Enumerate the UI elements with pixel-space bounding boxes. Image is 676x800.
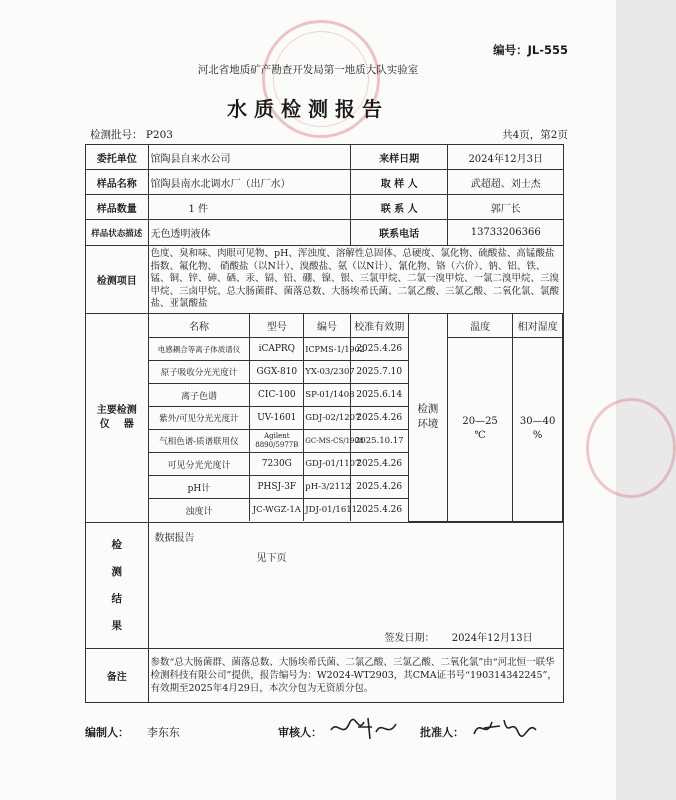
remarks-label: 备注 [86,648,149,702]
temp-value [447,338,512,522]
contact-value: 郭厂长 [448,195,564,220]
instrument-model: Agilent 8890/5977B [250,430,304,453]
humidity-value [513,338,563,522]
instrument-number: pH-3/2112 [304,476,350,499]
instrument-model: iCAPRQ [250,338,304,361]
instrument-number: GDJ-02/1207 [304,407,350,430]
instrument-valid: 2025.4.26 [350,453,408,476]
result-label-char: 检 [111,539,122,551]
issue-date-label: 签发日期： [384,632,435,644]
report-title: 水质检测报告 [227,97,389,121]
instruments-cell [148,314,563,523]
col-header-humidity: 相对湿度 [513,314,563,338]
items-label: 检测项目 [86,246,149,314]
reviewer-label: 审核人： [278,726,322,739]
instrument-valid: 2025.4.26 [350,407,408,430]
instrument-number: GDJ-01/1107 [304,453,350,476]
contact-label: 联 系 人 [350,195,447,220]
instrument-name: pH计 [149,476,250,499]
date-label: 来样日期 [350,145,447,170]
instruments-label-line2: 仪 器 [99,418,134,430]
client-value: 馆陶县自来水公司 [148,145,350,170]
client-label: 委托单位 [86,145,149,170]
sample-value: 馆陶县南水北调水厂（出厂水） [148,170,350,195]
humidity-range: 30—40 [519,416,556,428]
instrument-name: 紫外/可见分光光度计 [149,407,250,430]
instrument-model: CIC-100 [250,384,304,407]
sampler-value: 武超超、刘士杰 [448,170,564,195]
temp-range: 20—25 [462,416,498,428]
approver [420,724,464,740]
result-cell [148,522,563,648]
instrument-valid: 2025.6.14 [350,384,408,407]
approver-signature [470,712,542,742]
env-label-line2: 环境 [417,418,439,431]
instrument-model: PHSJ-3F [250,476,304,499]
result-label [86,522,149,648]
instrument-number: ICPMS-1/1902 [304,338,350,361]
instrument-number: JDJ-01/1611 [304,499,350,522]
instrument-name: 离子色谱 [149,384,250,407]
items-value: 色度、臭和味、肉眼可见物、pH、浑浊度、溶解性总固体、总硬度、氯化物、硫酸盐、高锰酸盐指数、氟化物、 硝酸盐（以N计）、溴酸盐、氨（以N计）、氰化物、铬（六价）、钠、铝、铁、锰、铜、锌、砷、硒、汞、镉、铅、硼、镍、银、三氯甲烷、二氯一溴甲烷、一氯二溴甲烷、三溴甲烷、三卤甲烷、总大肠菌群、菌落总数、大肠埃希氏菌、二氯乙酸、三氯乙酸、二氧化氯、氯酸盐、亚氯酸盐 [148,246,563,314]
issue-date-value: 2024年12月13日 [451,632,533,644]
batch-number: 检测批号： P203 [90,129,173,141]
instrument-valid: 2025.4.26 [350,499,408,522]
remarks-text: 参数“总大肠菌群、菌落总数、大肠埃希氏菌、二氯乙酸、三氯乙酸、二氧化氯”由“河北恒一联华检测科技有限公司”提供，报告编号为：W2024-WT2903，其CMA证书号“190314342245”，有效期至2025年4月29日，本次分包为无资质分包。 [148,648,563,702]
instrument-name: 气相色谱-质谱联用仪 [149,430,250,453]
compiler-label: 编制人： [85,726,129,739]
instrument-name: 浊度计 [149,499,250,522]
humidity-unit: % [532,430,543,442]
col-header-temp: 温度 [447,314,512,338]
instrument-valid: 2025.4.26 [350,476,408,499]
edge-seal-stamp [586,398,676,498]
date-value: 2024年12月3日 [448,145,564,170]
sampler-label: 取 样 人 [350,170,447,195]
phone-label: 联系电话 [350,220,447,246]
instrument-number: GC-MS-CS/1908 [304,430,350,453]
instrument-model: UV-1601 [250,407,304,430]
instrument-model: JC-WGZ-1A [250,499,304,522]
state-value: 无色透明液体 [148,220,350,246]
instrument-name: 原子吸收分光光度计 [149,361,250,384]
col-header-model: 型号 [250,314,304,338]
report-table [85,144,564,703]
see-next-page: 见下页 [256,552,287,564]
instrument-model: 7230G [250,453,304,476]
lab-name: 河北省地质矿产勘查开发局第一地质大队实验室 [197,64,419,76]
instrument-name: 电感耦合等离子体质谱仪 [149,338,250,361]
approver-label: 批准人： [420,726,464,739]
compiler-name: 李东东 [146,726,180,739]
state-label: 样品状态描述 [86,220,149,246]
instruments-label [86,314,149,523]
col-header-valid: 校准有效期 [350,314,408,338]
instrument-valid: 2025.10.17 [350,430,408,453]
instrument-valid: 2025.4.26 [350,338,408,361]
reviewer-signature [328,712,400,742]
env-label [408,314,447,521]
instrument-valid: 2025.7.10 [350,361,408,384]
instrument-name: 可见分光光度计 [149,453,250,476]
env-label-line1: 检测 [417,403,439,416]
instrument-model: GGX-810 [250,361,304,384]
reviewer [278,724,322,740]
compiler [85,724,180,740]
quantity-value: 1 件 [148,195,350,220]
instrument-number: YX-03/2307 [304,361,350,384]
col-header-number: 编号 [304,314,350,338]
instruments-table [149,314,563,522]
phone-value: 13733206366 [448,220,564,246]
report-heading: 数据报告 [154,532,195,544]
instruments-label-line1: 主要检测 [96,404,137,416]
result-label-char: 测 [111,566,122,578]
quantity-label: 样品数量 [86,195,149,220]
document-number: 编号：JL-555 [493,43,568,57]
issue-date [385,629,533,644]
result-label-char: 结 [111,593,122,605]
page-count: 共4页，第2页 [502,129,568,141]
col-header-name: 名称 [149,314,250,338]
instrument-number: SP-01/1408 [304,384,350,407]
temp-unit: ℃ [474,430,486,442]
result-label-char: 果 [111,620,122,632]
sample-label: 样品名称 [86,170,149,195]
